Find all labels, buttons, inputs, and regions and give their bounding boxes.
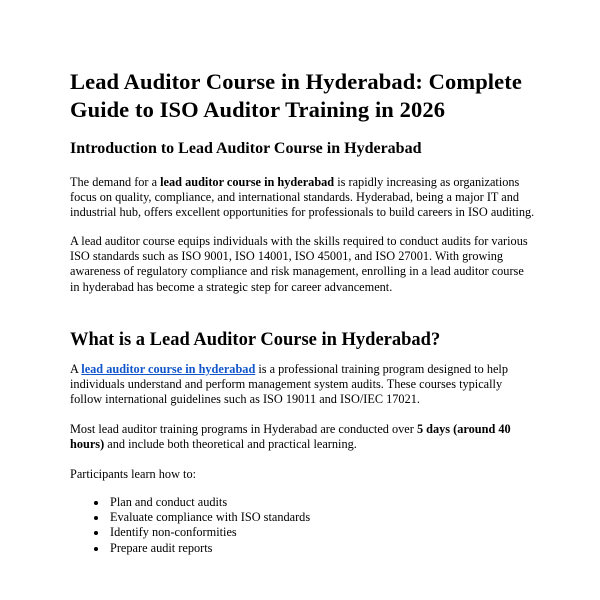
text-run: Most lead auditor training programs in Hyderabad are conducted over	[70, 421, 417, 436]
document-title: Lead Auditor Course in Hyderabad: Complete Guide to ISO Auditor Training in 2026	[70, 69, 522, 122]
paragraph-demand	[70, 175, 536, 220]
bullet-list	[70, 495, 536, 555]
paragraph-definition	[70, 362, 536, 407]
paragraph-equips: A lead auditor course equips individuals with the skills required to conduct audits for various ISO standards such as ISO 9001, ISO 14001, ISO 45001, and ISO 27001. With growing awareness of regulatory compliance and risk management, enrolling in a lead auditor course in hyderabad has become a strategic step for career advancement.	[70, 234, 528, 294]
section-heading-introduction: Introduction to Lead Auditor Course in Hyderabad	[70, 140, 422, 157]
list-item: • Plan and conduct audits	[108, 495, 536, 510]
lead-auditor-course-link[interactable]: lead auditor course in hyderabad	[81, 361, 256, 376]
text-run: is a professional training program designed to help individuals understand and perform management system audits. These courses typically follow international guidelines such as ISO 19011 and ISO/IEC 17021.	[70, 361, 508, 406]
section-heading-what-is: What is a Lead Auditor Course in Hyderabad?	[70, 329, 441, 350]
text-run: The demand for a	[70, 175, 161, 189]
bold-duration: 5 days (around 40 hours)	[70, 421, 511, 452]
list-item: • Identify non-conformities	[108, 525, 536, 540]
participants-line: Participants learn how to:	[70, 467, 197, 482]
list-item: • Prepare audit reports	[108, 541, 536, 556]
paragraph-duration	[70, 422, 536, 452]
text-run: and include both theoretical and practical learning.	[104, 437, 357, 452]
text-run: A	[70, 361, 82, 376]
list-item: • Evaluate compliance with ISO standards	[108, 510, 536, 525]
bold-keyword: lead auditor course in hyderabad	[160, 175, 335, 189]
text-run: is rapidly increasing as organizations focus on quality, compliance, and international standards. Hyderabad, being a major IT and industrial hub, offers excellent opportunities for professionals to build careers in ISO auditing.	[70, 175, 535, 220]
